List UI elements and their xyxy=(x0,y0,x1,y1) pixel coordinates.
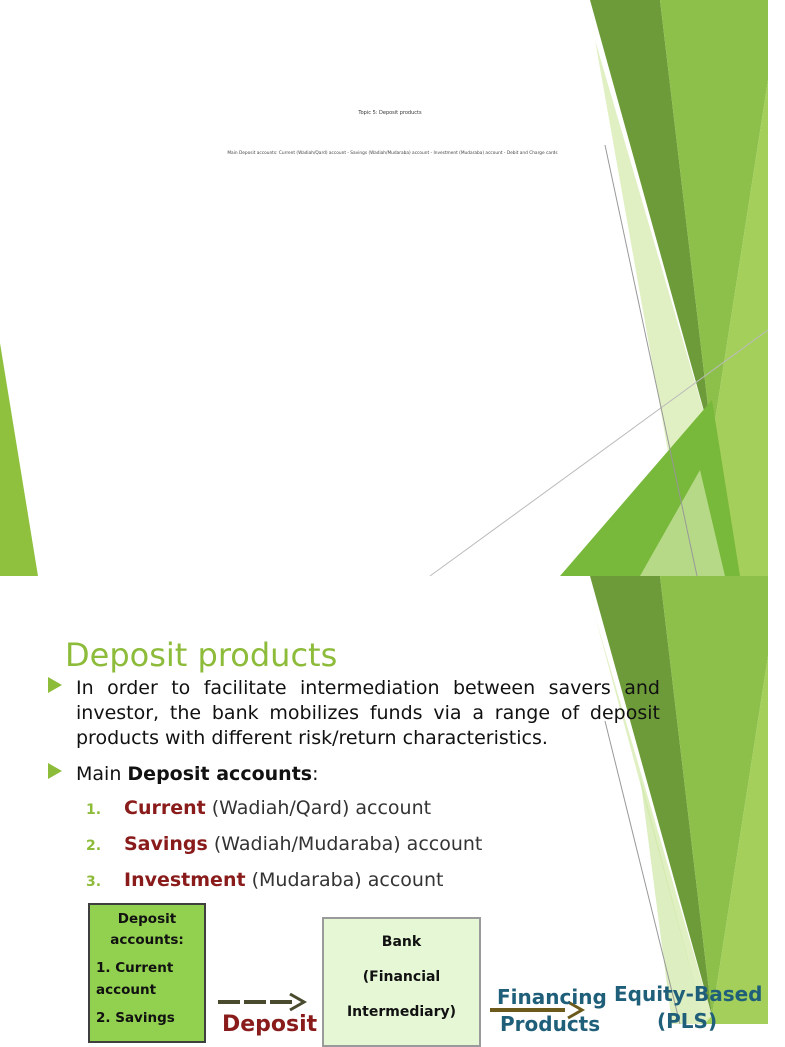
bullet-text: In order to facilitate intermediation between savers and investor, the bank mobilizes funds via a range of deposit products with different risk/return characteristics. xyxy=(76,677,660,749)
slide1-title: Topic 5: Deposit products xyxy=(358,110,422,116)
bullet-text: Main Deposit accounts: xyxy=(76,763,319,785)
triangle-bullet-icon xyxy=(48,763,62,779)
bullet-main-deposit-accounts xyxy=(48,762,660,787)
deposit-accounts-box: Deposit accounts: 1. Current account 2. Savings xyxy=(88,903,206,1043)
account-item-current: 1. Current (Wadiah/Qard) account xyxy=(86,797,432,819)
products-label: Products xyxy=(500,1012,601,1036)
triangle-bullet-icon xyxy=(48,677,62,693)
slide2-title: Deposit products xyxy=(65,636,338,674)
slide1-subtitle: Main Deposit accounts: Current (Wadiah/Qard) account - Savings (Wadiah/Mudaraba) account - Investment (Mudaraba) account - Debit and Charge cards xyxy=(227,151,558,156)
account-item-investment: 3. Investment (Mudaraba) account xyxy=(86,869,444,891)
deposit-arrow-label: Deposit xyxy=(222,1012,318,1037)
bank-box: Bank (Financial Intermediary) xyxy=(322,917,481,1047)
equity-based-label: Equity-Based xyxy=(614,982,763,1006)
pls-label: (PLS) xyxy=(657,1009,718,1033)
bullet-intermediation xyxy=(48,676,660,751)
account-item-savings: 2. Savings (Wadiah/Mudaraba) account xyxy=(86,833,483,855)
financing-label: Financing xyxy=(497,985,607,1009)
content-slide xyxy=(0,576,768,1037)
